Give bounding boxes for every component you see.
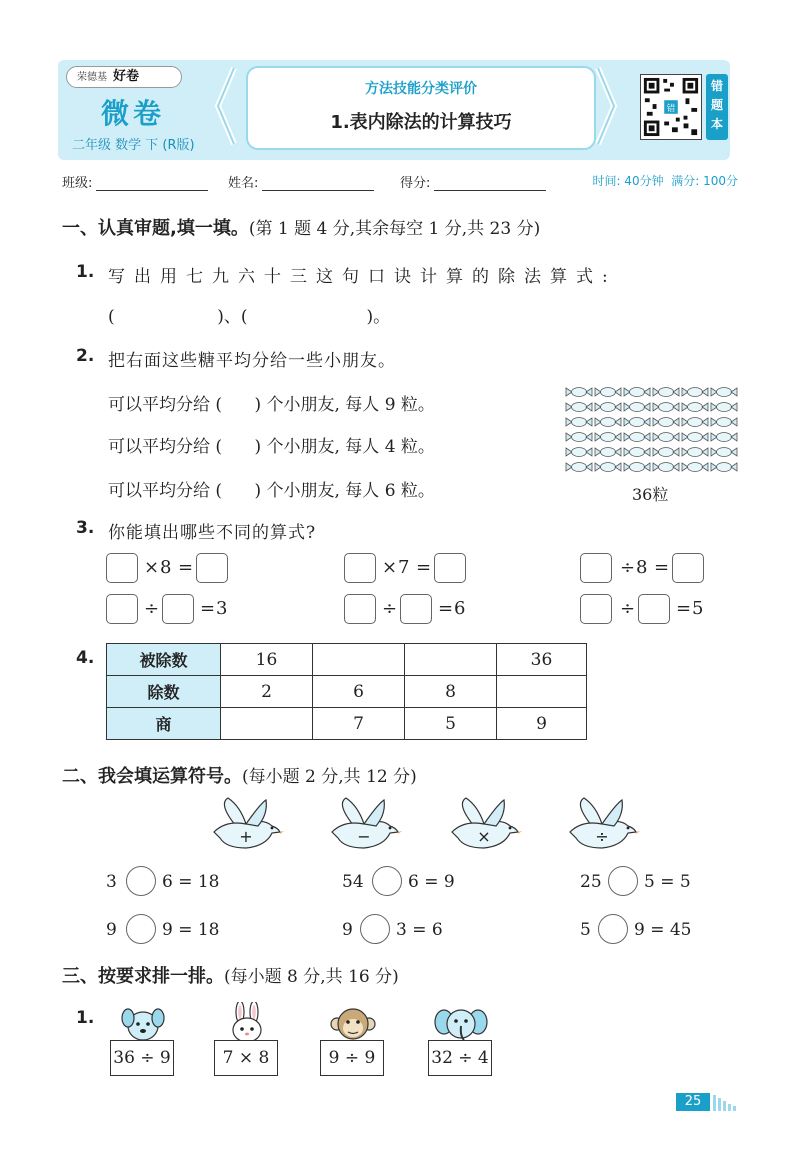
candy-count-label: 36粒	[632, 485, 669, 504]
candy-icon	[566, 418, 592, 427]
candy-icon	[711, 388, 737, 397]
candy-icon	[653, 433, 679, 442]
class-input-line[interactable]	[96, 177, 208, 191]
qr-code-graphic	[641, 75, 701, 139]
exam-meta	[592, 172, 738, 189]
table-cell[interactable]	[405, 644, 497, 676]
dove-times-icon[interactable]	[444, 796, 522, 856]
section-2-title: 二、我会填运算符号。	[62, 766, 242, 787]
q1-answer-blanks[interactable]: ( )、( )。	[108, 307, 391, 327]
q3-number: 3.	[76, 518, 95, 538]
op-q5-right: 3 = 6	[396, 920, 443, 940]
card-expression: 36 ÷ 9	[110, 1040, 174, 1076]
q3c-num: 8	[636, 557, 648, 578]
q3-box[interactable]	[162, 594, 194, 624]
q3d-eq: =	[200, 598, 216, 619]
candy-icon	[624, 418, 650, 427]
candy-icon	[653, 418, 679, 427]
candy-icon	[595, 388, 621, 397]
dove-graphic	[324, 796, 402, 856]
table-row-label: 商	[107, 708, 221, 740]
candy-icon	[682, 433, 708, 442]
q3-box[interactable]	[580, 553, 612, 583]
name-input-line[interactable]	[262, 177, 374, 191]
qr-code[interactable]	[640, 74, 702, 140]
candy-icon	[624, 463, 650, 472]
table-cell[interactable]: 5	[405, 708, 497, 740]
q3f-result: 5	[692, 598, 704, 619]
op-q6-right: 9 = 45	[634, 920, 692, 940]
table-cell[interactable]	[313, 644, 405, 676]
error-book-label: 错题本	[711, 79, 724, 131]
page-title: 1.表内除法的计算技巧	[330, 112, 512, 133]
op-q1-left: 3	[106, 872, 117, 892]
q3-box[interactable]	[638, 594, 670, 624]
table-row	[107, 676, 587, 708]
header-right-panel	[618, 60, 730, 160]
op-circle[interactable]	[608, 866, 638, 896]
rabbit-icon	[224, 1002, 270, 1044]
q3a-num: 8	[160, 557, 172, 578]
candy-icon	[566, 463, 592, 472]
op-q2-right: 6 = 9	[408, 872, 455, 892]
section-3-title: 三、按要求排一排。	[62, 966, 224, 987]
section-1-title: 一、认真审题,填一填。	[62, 218, 249, 239]
card-expression: 9 ÷ 9	[320, 1040, 384, 1076]
page-bars-icon	[712, 1093, 742, 1111]
q3e-result: 6	[454, 598, 466, 619]
candy-icon	[624, 388, 650, 397]
q3a-eq: =	[178, 557, 194, 578]
table-cell[interactable]: 36	[497, 644, 587, 676]
title-banner	[246, 66, 596, 150]
card-expression: 7 × 8	[214, 1040, 278, 1076]
q3c-op: ÷	[620, 557, 636, 578]
dove-operator-label: ×	[477, 827, 491, 846]
section-1-heading	[62, 214, 540, 240]
table-row-label: 除数	[107, 676, 221, 708]
q3-box[interactable]	[106, 553, 138, 583]
q3-box[interactable]	[196, 553, 228, 583]
q3-box[interactable]	[434, 553, 466, 583]
division-table	[106, 643, 587, 740]
chevron-left-icon	[212, 66, 238, 146]
name-label: 姓名:	[228, 176, 259, 191]
candy-icon	[595, 433, 621, 442]
q2-line-1[interactable]: 可以平均分给 ( ) 个小朋友, 每人 9 粒。	[108, 395, 435, 415]
q3d-result: 3	[216, 598, 228, 619]
op-circle[interactable]	[126, 914, 156, 944]
q2-line-2[interactable]: 可以平均分给 ( ) 个小朋友, 每人 4 粒。	[108, 437, 435, 457]
table-cell[interactable]: 16	[221, 644, 313, 676]
page-number: 25	[676, 1093, 710, 1111]
q3b-op: ×	[382, 557, 398, 578]
candy-icon	[711, 463, 737, 472]
time-limit: 时间: 40分钟	[592, 174, 664, 188]
score-label: 得分:	[400, 176, 431, 191]
dove-operator-label: −	[357, 827, 371, 846]
candy-icon	[624, 403, 650, 412]
candy-icon	[653, 448, 679, 457]
candy-icon	[653, 463, 679, 472]
chevron-right-icon	[594, 66, 620, 146]
q3a-op: ×	[144, 557, 160, 578]
section-1-note: (第 1 题 4 分,其余每空 1 分,共 23 分)	[248, 219, 541, 239]
q3-box[interactable]	[672, 553, 704, 583]
header-left-panel	[58, 60, 218, 160]
op-q3-right: 5 = 5	[644, 872, 691, 892]
qr-center-mark: 错	[666, 103, 676, 114]
q2-number: 2.	[76, 346, 95, 366]
error-book-tab	[706, 74, 728, 140]
series-title: 微卷	[100, 97, 165, 130]
candy-icon	[682, 463, 708, 472]
q3e-eq: =	[438, 598, 454, 619]
op-q6-left: 5	[580, 920, 591, 940]
elephant-icon	[434, 1004, 488, 1044]
dove-divide-icon[interactable]	[562, 796, 640, 856]
section-3-heading	[62, 962, 399, 988]
q1-number: 1.	[76, 262, 95, 282]
class-field	[62, 172, 208, 191]
q3b-num: 7	[398, 557, 410, 578]
candy-icon	[711, 448, 737, 457]
grade-label: 二年级 数学 下 (R版)	[72, 138, 195, 153]
q3d-op: ÷	[144, 598, 160, 619]
table-cell[interactable]: 8	[405, 676, 497, 708]
candy-icon	[711, 418, 737, 427]
brand-logo	[66, 66, 182, 88]
op-q4-right: 9 = 18	[162, 920, 220, 940]
q3-text: 你能填出哪些不同的算式?	[108, 523, 317, 543]
q3b-eq: =	[416, 557, 432, 578]
animal-card-rabbit[interactable]	[210, 1004, 282, 1080]
table-cell[interactable]	[497, 676, 587, 708]
candy-grid	[564, 384, 740, 478]
q2-text: 把右面这些糖平均分给一些小朋友。	[108, 351, 396, 371]
q4-number: 4.	[76, 648, 95, 668]
q3-box[interactable]	[106, 594, 138, 624]
op-circle[interactable]	[598, 914, 628, 944]
candy-icon	[682, 448, 708, 457]
score-field	[400, 172, 546, 191]
name-field	[228, 172, 374, 191]
s3-q1-number: 1.	[76, 1008, 95, 1028]
dove-plus-icon[interactable]	[206, 796, 284, 856]
q3e-op: ÷	[382, 598, 398, 619]
q3-box[interactable]	[400, 594, 432, 624]
q1-text: 写出用七九六十三这句口诀计算的除法算式:	[108, 267, 617, 287]
candy-icon	[595, 448, 621, 457]
dog-icon	[120, 1004, 166, 1044]
q2-line-3[interactable]: 可以平均分给 ( ) 个小朋友, 每人 6 粒。	[108, 481, 435, 501]
full-score: 满分: 100分	[671, 174, 738, 188]
dove-graphic	[562, 796, 640, 856]
candy-icon	[653, 388, 679, 397]
dove-graphic	[206, 796, 284, 856]
brand-big: 好卷	[113, 69, 140, 84]
candy-icon	[566, 403, 592, 412]
table-row	[107, 708, 587, 740]
candy-icon	[624, 448, 650, 457]
candy-icon	[595, 463, 621, 472]
q3-box[interactable]	[580, 594, 612, 624]
animal-card-elephant[interactable]	[424, 1004, 496, 1080]
q3-box[interactable]	[344, 553, 376, 583]
q3-box[interactable]	[344, 594, 376, 624]
dove-minus-icon[interactable]	[324, 796, 402, 856]
table-cell[interactable]: 7	[313, 708, 405, 740]
candy-icon	[711, 403, 737, 412]
candy-icon	[711, 433, 737, 442]
candy-icon	[682, 388, 708, 397]
animal-card-monkey[interactable]	[316, 1004, 388, 1080]
table-cell[interactable]: 6	[313, 676, 405, 708]
section-2-heading	[62, 762, 417, 788]
section-3-note: (每小题 8 分,共 16 分)	[224, 967, 399, 987]
candy-icon	[566, 388, 592, 397]
animal-card-dog[interactable]	[106, 1004, 178, 1080]
op-circle[interactable]	[126, 866, 156, 896]
class-label: 班级:	[62, 176, 93, 191]
candy-icon	[595, 418, 621, 427]
table-row-label: 被除数	[107, 644, 221, 676]
q3f-eq: =	[676, 598, 692, 619]
candy-icon	[653, 403, 679, 412]
candy-icon	[595, 403, 621, 412]
section-2-note: (每小题 2 分,共 12 分)	[242, 767, 417, 787]
table-cell[interactable]: 2	[221, 676, 313, 708]
candy-icon	[624, 433, 650, 442]
op-circle[interactable]	[372, 866, 402, 896]
brand-small: 荣德基	[77, 72, 107, 83]
op-q2-left: 54	[342, 872, 364, 892]
q3f-op: ÷	[620, 598, 636, 619]
card-expression: 32 ÷ 4	[428, 1040, 492, 1076]
table-row	[107, 644, 587, 676]
monkey-icon	[330, 1004, 376, 1044]
table-cell[interactable]: 9	[497, 708, 587, 740]
table-cell[interactable]	[221, 708, 313, 740]
candy-icon	[682, 403, 708, 412]
candy-icon	[566, 433, 592, 442]
dove-graphic	[444, 796, 522, 856]
op-q1-right: 6 = 18	[162, 872, 220, 892]
subtitle: 方法技能分类评价	[365, 81, 477, 97]
score-input-line[interactable]	[434, 177, 546, 191]
candy-icon	[682, 418, 708, 427]
q3c-eq: =	[654, 557, 670, 578]
op-circle[interactable]	[360, 914, 390, 944]
student-info-line	[62, 172, 738, 192]
op-q5-left: 9	[342, 920, 353, 940]
dove-operator-label: +	[239, 827, 253, 846]
candy-icon	[566, 448, 592, 457]
op-q3-left: 25	[580, 872, 602, 892]
dove-operator-label: ÷	[595, 827, 609, 846]
op-q4-left: 9	[106, 920, 117, 940]
